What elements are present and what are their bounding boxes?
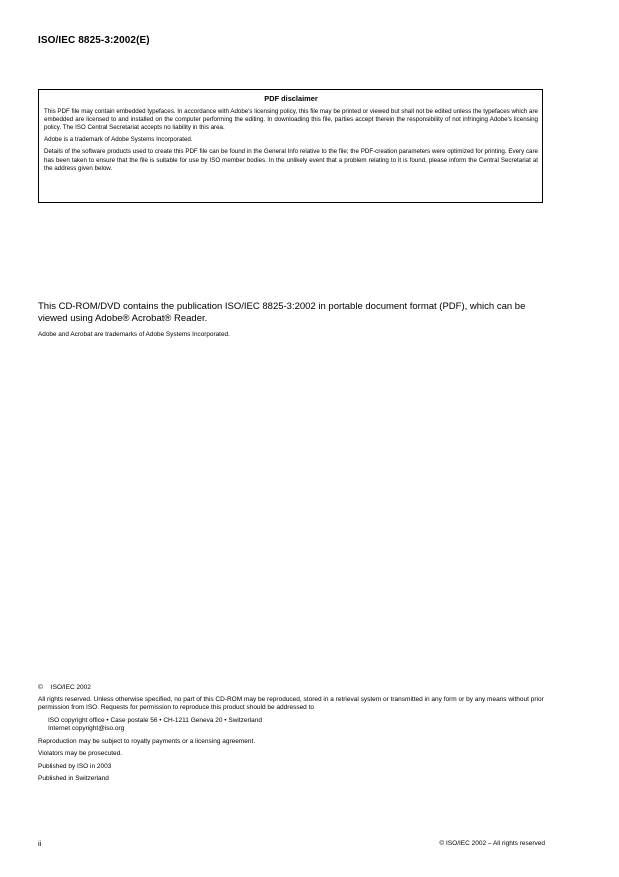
publication-intro-text: This CD-ROM/DVD contains the publication ISO/IEC 8825-3:2002 in portable document format (PDF), which can be viewed using Adobe® Acrobat® Reader. bbox=[38, 301, 526, 325]
copyright-symbol: © bbox=[38, 684, 43, 691]
copyright-office-address bbox=[38, 717, 550, 734]
address-line-internet: Internet copyright@iso.org bbox=[48, 725, 125, 733]
violators-note: Violators may be prosecuted. bbox=[38, 750, 123, 758]
page-number: ii bbox=[38, 839, 42, 848]
published-by: Published by ISO in 2003 bbox=[38, 762, 112, 770]
disclaimer-title: PDF disclaimer bbox=[264, 94, 318, 103]
disclaimer-paragraph-details: Details of the software products used to create this PDF file can be found in the General Info relative to the file; the PDF-creation parameters were optimized for printing. Every care has been taken to ensure that the file is suitable for use by ISO member bodies. In the unlikely event that a problem relating to it is found, please inform the Central Secretariat at the address given below. bbox=[44, 148, 538, 172]
address-line-postal: ISO copyright office • Case postale 56 • CH-1211 Geneva 20 • Switzerland bbox=[48, 716, 262, 724]
rights-reserved-text: All rights reserved. Unless otherwise specified, no part of this CD-ROM may be reproduced, stored in a retrieval system or transmitted in any form or by any means without prior permission from ISO. Requests for permission to reproduce this product should be addressed to bbox=[38, 695, 544, 712]
disclaimer-paragraph-licensing: This PDF file may contain embedded typefaces. In accordance with Adobe's licensing policy, this file may be printed or viewed but shall not be edited unless the typefaces which are embedded are licensed to and installed on the computer performing the editing. In downloading this file, parties accept therein the responsibility of not infringing Adobe's licensing policy. The ISO Central Secretariat accepts no liability in this area. bbox=[44, 108, 538, 132]
copyright-owner-year: ISO/IEC 2002 bbox=[50, 684, 91, 691]
copyright-line bbox=[38, 684, 550, 693]
pdf-disclaimer-box bbox=[38, 89, 543, 203]
copyright-block bbox=[38, 684, 550, 788]
trademark-note: Adobe and Acrobat are trademarks of Adobe Systems Incorporated. bbox=[38, 331, 230, 338]
published-in: Published in Switzerland bbox=[38, 775, 109, 783]
disclaimer-paragraph-trademark: Adobe is a trademark of Adobe Systems Incorporated. bbox=[44, 136, 193, 144]
royalty-note: Reproduction may be subject to royalty payments or a licensing agreement. bbox=[38, 737, 256, 745]
footer-rights-reserved: © ISO/IEC 2002 – All rights reserved bbox=[439, 840, 545, 847]
document-id-header: ISO/IEC 8825-3:2002(E) bbox=[38, 35, 150, 46]
